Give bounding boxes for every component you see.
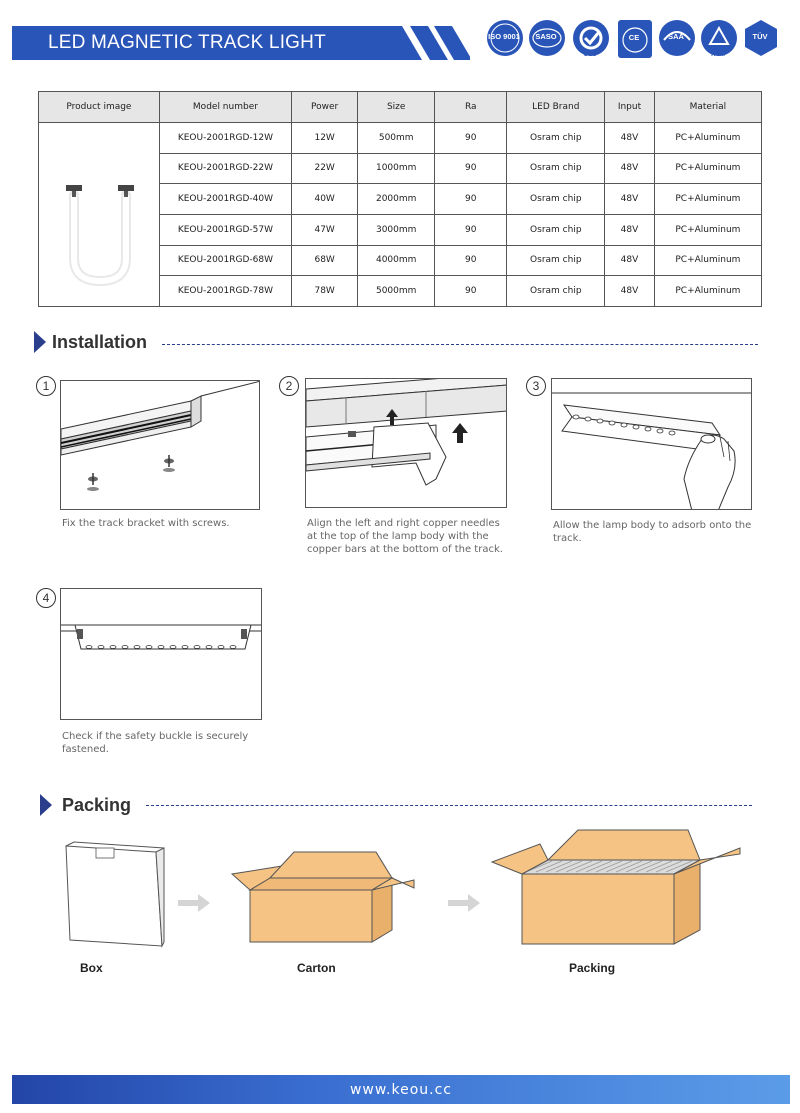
arrow-right-icon [446, 892, 482, 914]
track-bracket-screws-image [61, 381, 260, 510]
ccc-icon: CCC [572, 18, 608, 62]
header-size: Size [358, 92, 435, 123]
footer-bar [12, 1075, 790, 1104]
up-arrow-icon [452, 423, 468, 443]
cell-material: PC+Aluminum [654, 245, 761, 276]
screw-icon [163, 455, 175, 472]
header-ra: Ra [435, 92, 507, 123]
step-2-text: Align the left and right copper needles at the top of the lamp body with the copper bars at the bottom of the track. [307, 518, 503, 555]
cell-material: PC+Aluminum [654, 276, 761, 307]
u-shaped-track-light-image [39, 123, 158, 303]
chevron-right-icon [40, 794, 52, 816]
cell-ra: 90 [435, 214, 507, 245]
cell-model: KEOU-2001RGD-78W [159, 276, 291, 307]
step-2-number: 2 [279, 376, 299, 396]
step-3-number: 3 [526, 376, 546, 396]
cell-input: 48V [605, 123, 655, 154]
page-title: LED MAGNETIC TRACK LIGHT [48, 32, 326, 53]
cell-power: 68W [291, 245, 357, 276]
cell-size: 5000mm [358, 276, 435, 307]
cell-power: 12W [291, 123, 357, 154]
packed-carton-image [488, 826, 744, 950]
cell-input: 48V [605, 245, 655, 276]
header-power: Power [291, 92, 357, 123]
cell-material: PC+Aluminum [654, 153, 761, 184]
cell-ra: 90 [435, 153, 507, 184]
packing-label-box: Box [80, 961, 103, 975]
cell-size: 3000mm [358, 214, 435, 245]
ce-icon: CE [616, 18, 652, 62]
lamp-adsorb-image [552, 379, 752, 510]
cell-input: 48V [605, 153, 655, 184]
saa-icon: SAA [658, 18, 694, 62]
cell-brand: Osram chip [507, 214, 605, 245]
cell-input: 48V [605, 184, 655, 215]
cell-brand: Osram chip [507, 276, 605, 307]
packing-label-packing: Packing [569, 961, 616, 975]
cell-brand: Osram chip [507, 245, 605, 276]
screw-icon [87, 473, 99, 491]
box-image [60, 840, 170, 950]
installation-title: Installation [52, 331, 148, 352]
step-4-text: Check if the safety buckle is securely fastened. [62, 731, 249, 755]
step-1-text: Fix the track bracket with screws. [62, 518, 230, 529]
certification-logos [486, 18, 776, 66]
step-1-number: 1 [36, 376, 56, 396]
copper-needle-alignment-image [306, 379, 507, 508]
cell-power: 78W [291, 276, 357, 307]
header-material: Material [654, 92, 761, 123]
cell-model: KEOU-2001RGD-22W [159, 153, 291, 184]
cell-size: 1000mm [358, 153, 435, 184]
arrow-right-icon [176, 892, 212, 914]
cell-brand: Osram chip [507, 153, 605, 184]
step-2-illustration [305, 378, 507, 508]
cell-size: 4000mm [358, 245, 435, 276]
cell-input: 48V [605, 214, 655, 245]
packing-divider [146, 805, 752, 806]
cell-power: 47W [291, 214, 357, 245]
packing-title: Packing [62, 794, 132, 815]
tuv-icon: TÜV [742, 18, 778, 62]
cell-ra: 90 [435, 123, 507, 154]
cell-size: 500mm [358, 123, 435, 154]
step-3-text: Allow the lamp body to adsorb onto the track. [553, 520, 752, 544]
cell-model: KEOU-2001RGD-68W [159, 245, 291, 276]
cell-input: 48V [605, 276, 655, 307]
step-4-illustration [60, 588, 262, 720]
website-url: www.keou.cc [349, 1082, 453, 1098]
cell-material: PC+Aluminum [654, 184, 761, 215]
cell-brand: Osram chip [507, 184, 605, 215]
cell-size: 2000mm [358, 184, 435, 215]
product-spec-table [38, 91, 762, 307]
installation-heading [34, 331, 147, 353]
saso-icon: SASO [528, 18, 564, 62]
header-input: Input [605, 92, 655, 123]
carton-image [226, 848, 416, 950]
cell-ra: 90 [435, 276, 507, 307]
packing-label-carton: Carton [297, 961, 336, 975]
iso-9001-icon: ISO 9001 [486, 18, 522, 62]
cell-material: PC+Aluminum [654, 214, 761, 245]
title-banner [12, 26, 470, 60]
step-3-illustration [551, 378, 752, 510]
table-row [39, 123, 762, 154]
chevron-right-icon [34, 331, 46, 353]
cell-brand: Osram chip [507, 123, 605, 154]
safety-buckle-check-image [61, 589, 262, 720]
header-led-brand: LED Brand [507, 92, 605, 123]
step-4-number: 4 [36, 588, 56, 608]
cell-model: KEOU-2001RGD-40W [159, 184, 291, 215]
cell-power: 22W [291, 153, 357, 184]
table-header-row [39, 92, 762, 123]
header-model-number: Model number [159, 92, 291, 123]
cell-model: KEOU-2001RGD-57W [159, 214, 291, 245]
packing-heading [40, 794, 131, 816]
cell-model: KEOU-2001RGD-12W [159, 123, 291, 154]
cell-ra: 90 [435, 184, 507, 215]
product-image [39, 123, 160, 307]
cell-power: 40W [291, 184, 357, 215]
cell-ra: 90 [435, 245, 507, 276]
rcm-icon: RCM [700, 18, 736, 62]
header-product-image: Product image [39, 92, 160, 123]
step-1-illustration [60, 380, 260, 510]
installation-divider [162, 344, 758, 345]
cell-material: PC+Aluminum [654, 123, 761, 154]
